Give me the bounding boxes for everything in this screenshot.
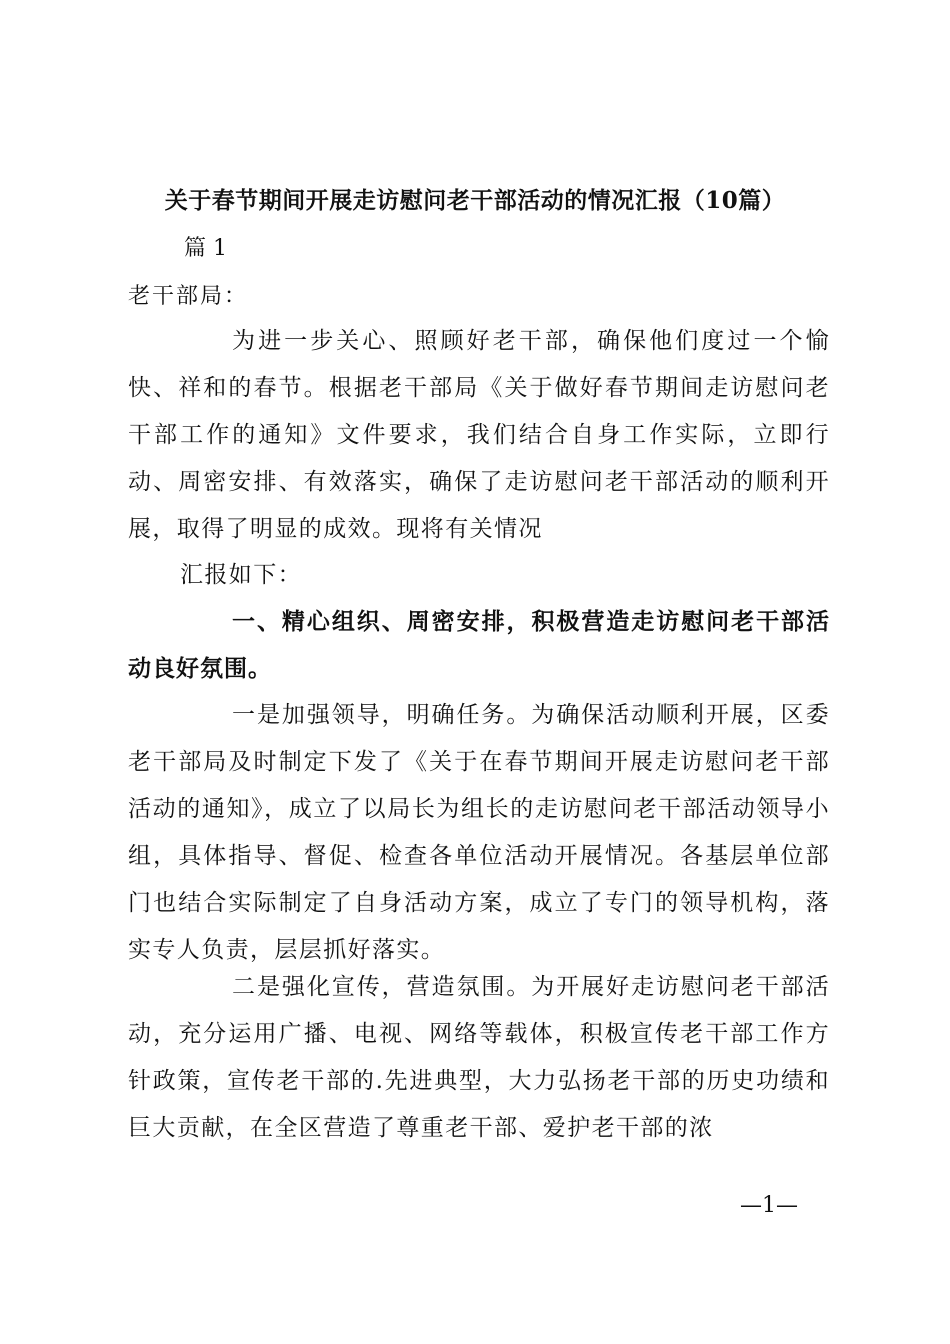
section-heading-1: 一、精心组织、周密安排，积极营造走访慰问老干部活动良好氛围。 — [128, 608, 830, 682]
paragraph-publicity: 二是强化宣传，营造氛围。为开展好走访慰问老干部活动，充分运用广播、电视、网络等载体，积极宣传老干部工作方针政策，宣传老干部的.先进典型，大力弘扬老干部的历史功绩和巨大贡献，在全区营造了尊重老干部、爱护老干部的浓 — [128, 974, 830, 1141]
chapter-label: 篇 1 — [184, 236, 227, 261]
paragraph-leadership: 一是加强领导，明确任务。为确保活动顺利开展，区委老干部局及时制定下发了《关于在春节期间开展走访慰问老干部活动的通知》，成立了以局长为组长的走访慰问老干部活动领导小组，具体指导、督促、检查各单位活动开展情况。各基层单位部门也结合实际制定了自身活动方案，成立了专门的领导机构，落实专人负责，层层抓好落实。 — [128, 702, 830, 963]
page-number: —1— — [740, 1193, 798, 1218]
document-title: 关于春节期间开展走访慰问老干部活动的情况汇报（10篇） — [164, 187, 786, 214]
salutation: 老干部局： — [128, 284, 249, 309]
paragraph-intro: 为进一步关心、照顾好老干部，确保他们度过一个愉快、祥和的春节。根据老干部局《关于做好春节期间走访慰问老干部工作的通知》文件要求，我们结合自身工作实际，立即行动、周密安排、有效落实，确保了走访慰问老干部活动的顺利开展，取得了明显的成效。现将有关情况 — [128, 328, 830, 542]
paragraph-report-lead: 汇报如下： — [180, 562, 302, 588]
